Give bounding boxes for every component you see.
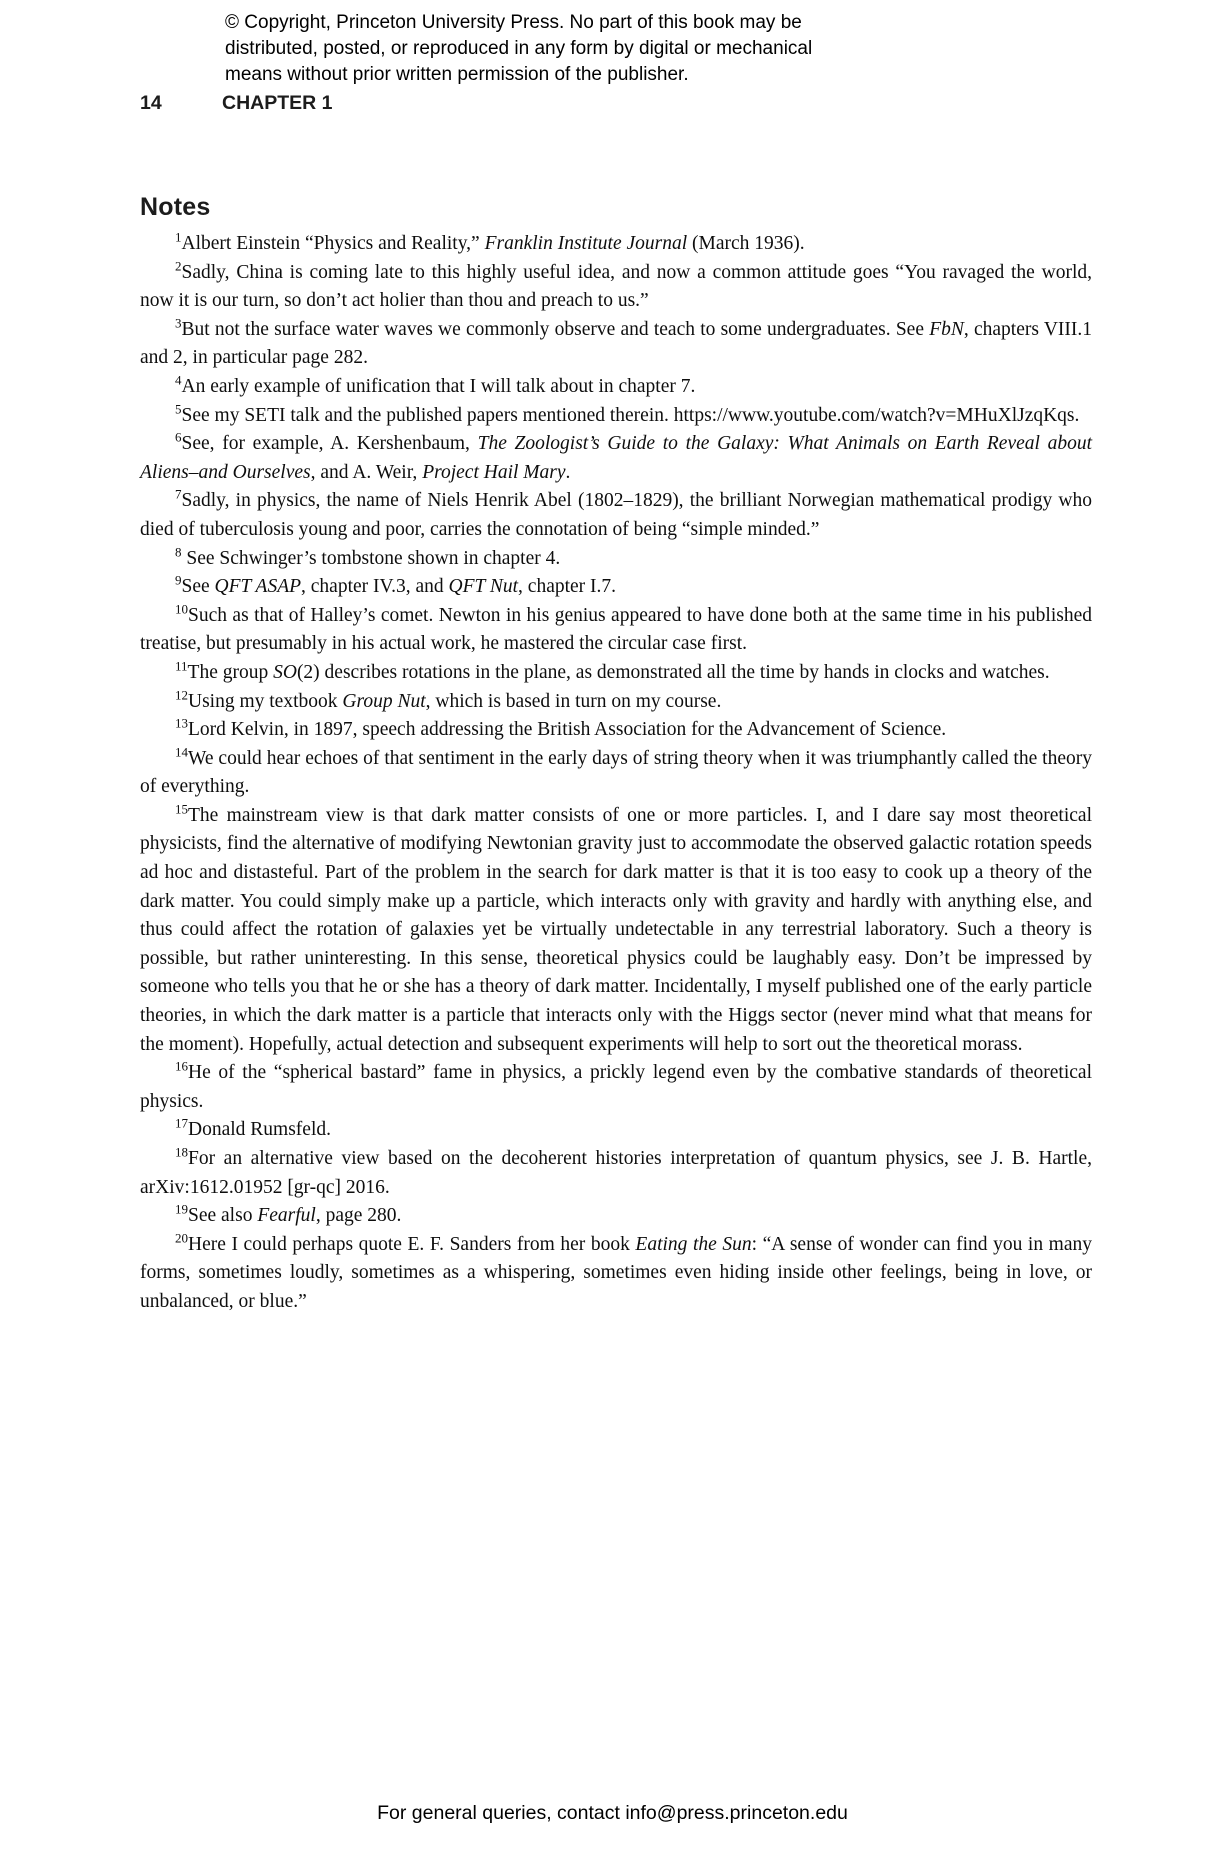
footnote-number: 19 (175, 1201, 188, 1217)
note-4 (140, 373, 1092, 402)
note-text: Donald Rumsfeld. (188, 1119, 331, 1141)
chapter-header: CHAPTER 1 (222, 92, 333, 114)
note-text: The group (187, 661, 274, 683)
note-9 (140, 573, 1092, 602)
note-text: , page 280. (315, 1205, 402, 1227)
section-title: Notes (140, 193, 211, 221)
note-10 (140, 602, 1092, 659)
note-text: We could hear echoes of that sentiment in the early days of string theory when it was triumphantly called the theory of everything. (140, 747, 1092, 798)
note-text: , which is based in turn on my course. (425, 690, 722, 712)
copyright-line-2: distributed, posted, or reproduced in any form by digital or mechanical (225, 38, 813, 59)
note-7 (140, 487, 1092, 544)
footnote-number: 7 (175, 486, 182, 502)
note-text: (2) describes rotations in the plane, as demonstrated all the time by hands in clocks and watches. (296, 661, 1050, 683)
note-text-italic: The Zoologist’s Guide to the Galaxy: What Animals on Earth Reveal about Aliens–and Ourselves (140, 433, 1093, 483)
note-text: . (565, 461, 571, 483)
note-text-italic: Group Nut (342, 690, 426, 712)
footnote-number: 8 (175, 544, 182, 560)
note-1 (140, 230, 1092, 259)
footer-contact: For general queries, contact info@press.princeton.edu (377, 1802, 848, 1824)
note-text: , chapters VIII.1 and 2, in particular page 282. (140, 318, 1093, 369)
note-text: See, for example, A. Kershenbaum, (181, 433, 478, 455)
note-text: Sadly, in physics, the name of Niels Henrik Abel (1802–1829), the brilliant Norwegian mathematical prodigy who died of tuberculosis young and poor, carries the connotation of being “simple minded.” (140, 490, 1092, 540)
notes-list (140, 230, 1092, 1317)
note-text: , and A. Weir, (310, 461, 423, 483)
footnote-number: 17 (175, 1115, 188, 1131)
note-text: , chapter IV.3, and (301, 576, 449, 598)
note-text-italic: Eating the Sun (635, 1233, 752, 1255)
footnote-number: 4 (175, 372, 182, 388)
footnote-number: 20 (175, 1230, 188, 1246)
note-text-italic: FbN (929, 318, 964, 340)
note-text: The mainstream view is that dark matter consists of one or more particles. I, and I dare say most theoretical physicists, find the alternative of modifying Newtonian gravity just to accommodate the observed galactic rotation speeds ad hoc and distasteful. Part of the problem in the search for dark matter is that it is too easy to cook up a theory of the dark matter. You could simply make up a particle, which interacts only with gravity and hardly with anything else, and thus could affect the rotation of galaxies yet be virtually undetectable in any terrestrial laboratory. Such a theory is possible, but rather uninteresting. In this sense, theoretical physics could be laughably easy. Don’t be impressed by someone who tells you that he or she has a theory of dark matter. Incidentally, I myself published one of the early particle theories, in which the dark matter is a particle that interacts only with the Higgs sector (never mind what that means for the moment). Hopefully, actual detection and subsequent experiments will help to sort out the theoretical morass. (140, 804, 1092, 1055)
footnote-number: 9 (175, 572, 182, 588)
note-2 (140, 259, 1092, 316)
note-text: He of the “spherical bastard” fame in physics, a prickly legend even by the combative standards of theoretical physics. (140, 1062, 1092, 1112)
note-17 (140, 1116, 1092, 1145)
note-18 (140, 1145, 1092, 1202)
footnote-number: 11 (175, 658, 188, 674)
note-6 (140, 430, 1092, 487)
note-12 (140, 688, 1092, 717)
note-text: An early example of unification that I will talk about in chapter 7. (181, 375, 696, 397)
note-text-italic: Project Hail Mary (422, 461, 566, 483)
note-11 (140, 659, 1092, 688)
note-text: : “A sense of wonder can find you in many forms, sometimes loudly, sometimes as a whispering, sometimes even hiding inside other feelings, being in love, or unbalanced, or blue.” (140, 1233, 1092, 1312)
note-text: Using my textbook (188, 690, 343, 712)
note-text: Albert Einstein “Physics and Reality,” (181, 233, 485, 254)
note-16 (140, 1059, 1092, 1116)
note-14 (140, 745, 1092, 802)
note-text: For an alternative view based on the decoherent histories interpretation of quantum physics, see J. B. Hartle, arXiv:1612.01952 [gr-qc] 2016. (140, 1148, 1092, 1198)
footnote-number: 16 (175, 1058, 188, 1074)
page-number: 14 (140, 92, 162, 114)
note-text: But not the surface water waves we commonly observe and teach to some undergraduates. See (181, 318, 930, 340)
note-3 (140, 316, 1092, 373)
note-text-italic: SO (273, 661, 297, 683)
note-text-italic: Fearful (257, 1205, 316, 1227)
copyright-notice (225, 10, 812, 88)
note-text: Such as that of Halley’s comet. Newton in his genius appeared to have done both at the same time in his published treatise, but presumably in his actual work, he mastered the circular case first. (140, 604, 1092, 655)
note-19 (140, 1202, 1092, 1231)
note-8 (140, 545, 1092, 574)
footnote-number: 12 (175, 687, 188, 702)
note-text: See also (188, 1205, 258, 1227)
copyright-line-1: © Copyright, Princeton University Press. No part of this book may be (225, 12, 802, 33)
note-20 (140, 1231, 1092, 1317)
note-text: See my SETI talk and the published papers mentioned therein. https://www.youtube.com​/watch?v=MHuXlJzqKqs. (181, 404, 1080, 426)
footnote-number: 1 (175, 229, 182, 245)
note-15 (140, 802, 1092, 1059)
note-text: Here I could perhaps quote E. F. Sanders from her book (188, 1233, 636, 1255)
note-text: Sadly, China is coming late to this highly useful idea, and now a common attitude goes “You ravaged the world, now it is our turn, so don’t act holier than thou and preach to us.” (140, 261, 1092, 312)
footnote-number: 18 (175, 1144, 188, 1160)
note-text-italic: QFT ASAP (214, 576, 302, 598)
footnote-number: 10 (175, 601, 188, 617)
footnote-number: 13 (175, 715, 188, 731)
footnote-number: 15 (175, 801, 188, 817)
footnote-number: 2 (175, 258, 182, 274)
note-5 (140, 402, 1092, 431)
footnote-number: 14 (175, 744, 188, 760)
footnote-number: 6 (175, 429, 182, 445)
note-text: See Schwinger’s tombstone shown in chapter 4. (181, 547, 561, 569)
note-text: See (181, 576, 215, 598)
footnote-number: 3 (175, 315, 182, 331)
copyright-line-3: means without prior written permission of the publisher. (225, 64, 689, 85)
note-text: (March 1936). (687, 233, 805, 254)
note-text-italic: QFT Nut (448, 576, 519, 598)
note-text: , chapter I.7. (518, 576, 617, 598)
note-13 (140, 716, 1092, 745)
running-head (140, 92, 333, 115)
note-text-italic: Franklin Institute Journal (484, 233, 688, 254)
footnote-number: 5 (175, 401, 182, 417)
note-text: Lord Kelvin, in 1897, speech addressing the British Association for the Advancement of Science. (188, 719, 947, 741)
